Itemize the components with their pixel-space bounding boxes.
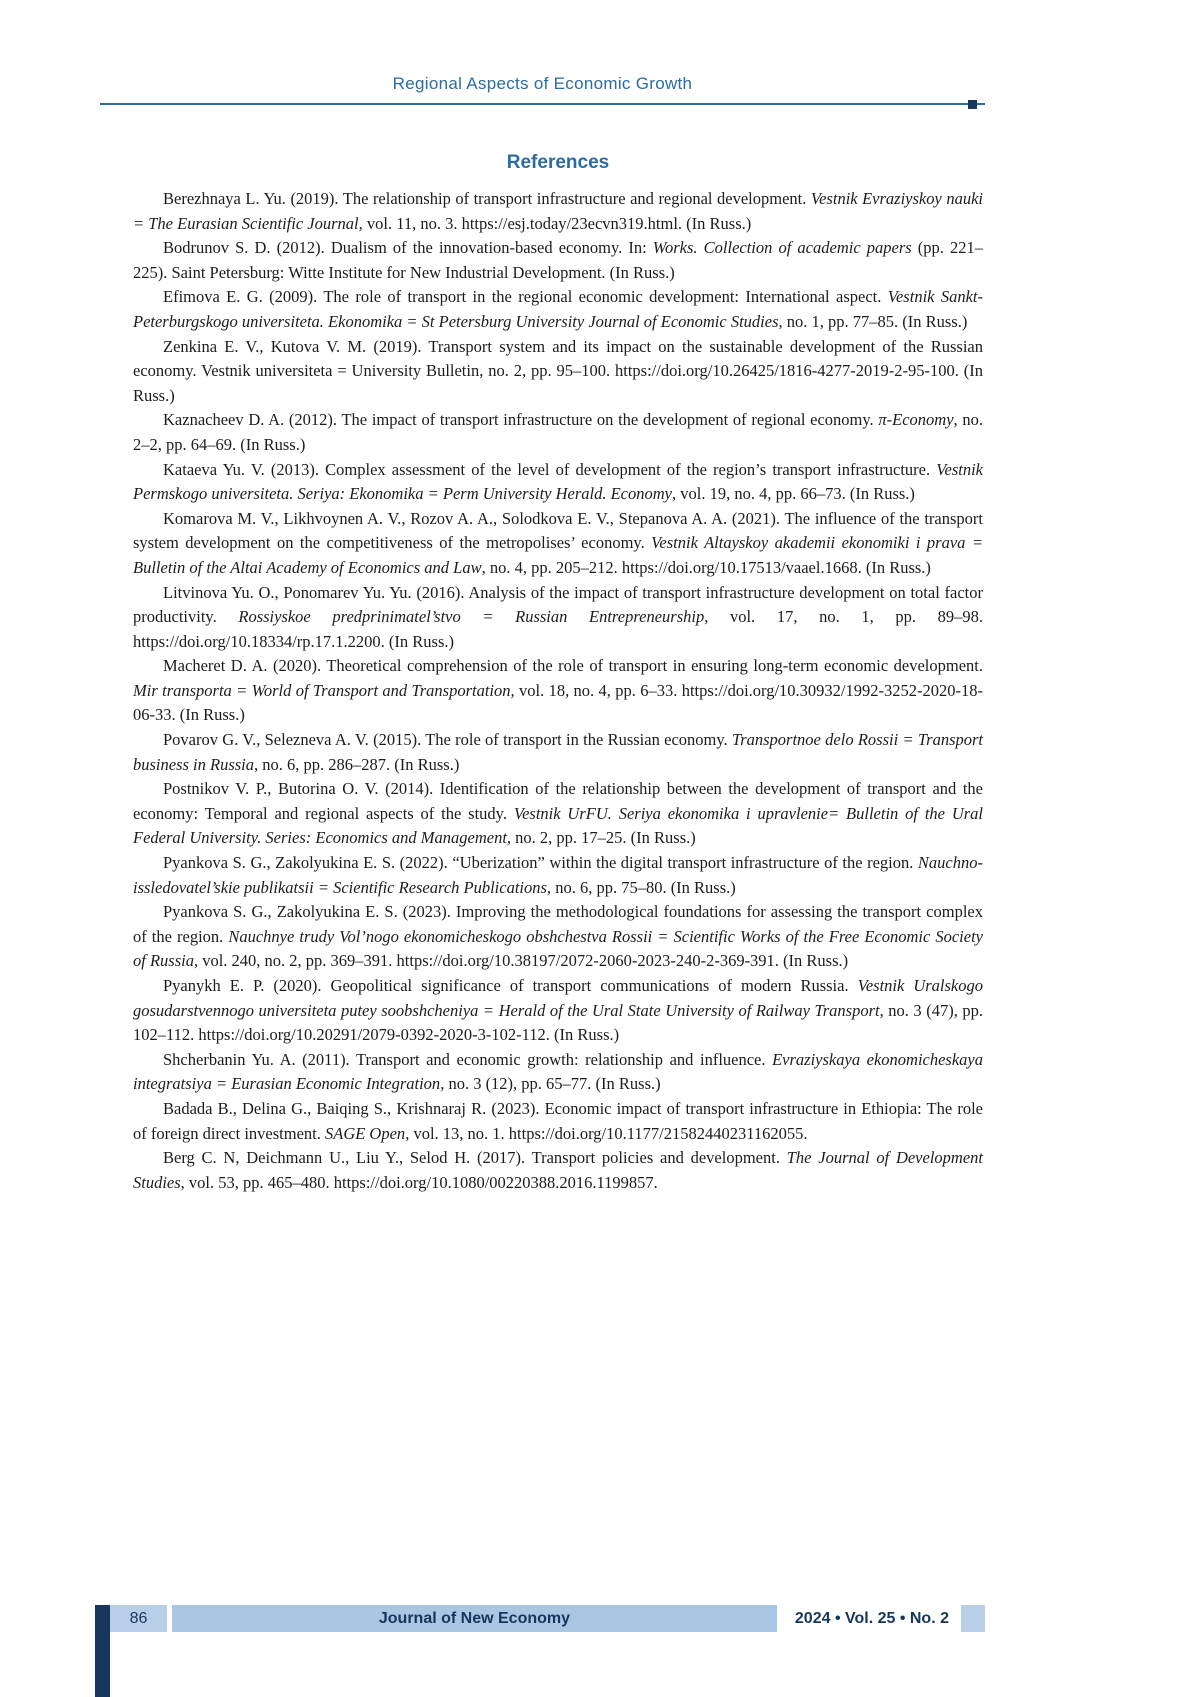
reference-item [133,285,983,334]
reference-text: (pp. 221–225). Saint Petersburg: Witte Institute for New Industrial Development. (In Russ.) [133,238,983,282]
reference-text: Povarov G. V., Selezneva A. V. (2015). The role of transport in the Russian economy. [163,730,732,750]
reference-source-title: Mir transporta = World of Transport and Transportation, [133,680,515,700]
reference-text: Kataeva Yu. V. (2013). Complex assessment of the level of development of the region’s transport infrastructure. [163,459,937,479]
reference-text: Shcherbanin Yu. A. (2011). Transport and economic growth: relationship and influence. [163,1049,773,1069]
reference-source-title: π-Economy [878,410,954,430]
reference-text: vol. 240, no. 2, pp. 369–391. https://doi.org/10.38197/2072-2060-2023-240-2-369-391. (In Russ.) [198,951,849,971]
references-list [133,187,983,1195]
reference-item [133,458,983,507]
reference-item [133,1048,983,1097]
reference-source-title: Nauchno-issledovatel’skie publikatsii = Scientific Research Publications, [133,853,983,897]
reference-source-title: Transportnoe delo Rossii = Transport business in Russia [133,730,983,774]
reference-text: Bodrunov S. D. (2012). Dualism of the innovation-based economy. In: [163,238,653,258]
reference-text: Kaznacheev D. A. (2012). The impact of transport infrastructure on the development of regional economy. [163,410,879,430]
reference-source-title: Rossiyskoe predprinimatel’stvo = Russian Entrepreneurship, [238,607,709,627]
reference-item [133,187,983,236]
reference-source-title: Works. Collection of academic papers [652,238,912,258]
page-footer [110,1605,985,1632]
reference-source-title: Evraziyskaya ekonomicheskaya integratsiya = Eurasian Economic Integration [133,1049,984,1094]
reference-text: vol. 11, no. 3. https://esj.today/23ecvn319.html. (In Russ.) [362,213,752,233]
reference-text: Komarova M. V., Likhvoynen A. V., Rozov A. A., Solodkova E. V., Stepanova A. A. (2021). The influence of the transport system development on the competitiveness of the metropolises’ economy. [133,508,983,553]
reference-text: , no. 1, pp. 77–85. (In Russ.) [778,311,968,331]
reference-source-title: Vestnik Sankt-Peterburgskogo universiteta. Ekonomika = St Petersburg University Journal of Economic Studies [133,287,983,331]
reference-source-title: The Journal of Development Studies [133,1148,983,1192]
reference-text: Macheret D. A. (2020). Theoretical comprehension of the role of transport in ensuring long-term economic development. [163,656,983,676]
page-number: 86 [110,1605,167,1632]
running-title: Regional Aspects of Economic Growth [392,74,693,93]
journal-name: Journal of New Economy [378,1609,571,1627]
reference-text: , vol. 13, no. 1. https://doi.org/10.1177/21582440231162055. [405,1123,808,1143]
reference-text: vol. 18, no. 4, pp. 6–33. https://doi.org/10.30932/1992-3252-2020-18-06-33. (In Russ.) [133,680,983,725]
reference-item [133,728,983,777]
reference-item [133,236,983,285]
footer-band [172,1605,777,1632]
reference-item [133,974,983,1048]
reference-text: Efimova E. G. (2009). The role of transport in the regional economic development: International aspect. [163,287,888,307]
page-header [100,74,985,105]
issue-info: 2024 • Vol. 25 • No. 2 [777,1605,961,1632]
reference-source-title: Vestnik Altayskoy akademii ekonomiki i prava = Bulletin of the Altai Academy of Economics and Law [133,533,983,577]
reference-source-title: Vestnik Uralskogo gosudarstvennogo universiteta putey soobshcheniya = Herald of the Ural State University of Railway Transport [133,976,983,1020]
reference-item [133,1146,983,1195]
reference-item [133,507,983,581]
reference-text: Berezhnaya L. Yu. (2019). The relationship of transport infrastructure and regional development. [163,189,811,208]
page-content [133,152,983,1195]
reference-text: Litvinova Yu. O., Ponomarev Yu. Yu. (2016). Analysis of the impact of transport infrastructure development on total factor productivity. [133,582,983,627]
reference-text: Berg C. N, Deichmann U., Liu Y., Selod H. (2017). Transport policies and development. [163,1148,787,1168]
reference-source-title: Nauchnye trudy Vol’nogo ekonomicheskogo obshchestva Rossii = Scientific Works of the Free Economic Society of Russia, [133,926,983,971]
reference-text: no. 2, pp. 17–25. (In Russ.) [511,828,696,848]
reference-item [133,654,983,728]
bottom-left-bar [95,1605,110,1697]
reference-item [133,851,983,900]
header-rule [100,103,985,105]
reference-source-title: Vestnik UrFU. Seriya ekonomika i upravlenie= Bulletin of the Ural Federal University. Series: Economics and Management, [133,803,984,848]
reference-text: Pyankova S. G., Zakolyukina E. S. (2023). Improving the methodological foundations for assessing the transport complex of the region. [133,902,983,946]
reference-text: Badada B., Delina G., Baiqing S., Krishnaraj R. (2023). Economic impact of transport infrastructure in Ethiopia: The role of foreign direct investment. [133,1098,983,1143]
reference-text: no. 6, pp. 75–80. (In Russ.) [551,877,736,897]
reference-text: , no. 4, pp. 205–212. https://doi.org/10.17513/vaael.1668. (In Russ.) [481,557,931,577]
reference-source-title: Vestnik Permskogo universiteta. Seriya: Ekonomika = Perm University Herald. Economy [133,459,983,504]
reference-text: , no. 3 (12), pp. 65–77. (In Russ.) [440,1074,661,1094]
reference-item [133,335,983,409]
reference-item [133,408,983,457]
reference-text: Zenkina E. V., Kutova V. M. (2019). Transport system and its impact on the sustainable development of the Russian economy. Vestnik universiteta = University Bulletin, no. 2, pp. 95–100. https://doi.org/10.26425/1816-4277-2019-2-95-100. (In Russ.) [133,336,983,405]
reference-item [133,581,983,655]
reference-text: Postnikov V. P., Butorina O. V. (2014). Identification of the relationship between the development of transport and the economy: Temporal and regional aspects of the study. [133,779,983,823]
reference-source-title: Vestnik Evraziyskoy nauki = The Eurasian Scientific Journal, [133,189,983,233]
reference-text: , no. 2–2, pp. 64–69. (In Russ.) [133,410,983,454]
reference-text: , no. 6, pp. 286–287. (In Russ.) [254,754,460,774]
header-corner-square [968,100,977,109]
reference-text: , vol. 19, no. 4, pp. 66–73. (In Russ.) [672,484,915,504]
reference-text: vol. 17, no. 1, pp. 89–98. https://doi.org/10.18334/rp.17.1.2200. (In Russ.) [133,607,983,651]
footer-corner-square [961,1605,985,1632]
reference-item [133,1097,983,1146]
reference-item [133,777,983,851]
reference-text: Pyankova S. G., Zakolyukina E. S. (2022). “Uberization” within the digital transport infrastructure of the region. [163,853,918,873]
reference-text: Pyanykh E. P. (2020). Geopolitical significance of transport communications of modern Russia. [163,976,858,995]
reference-text: , no. 3 (47), pp. 102–112. https://doi.org/10.20291/2079-0392-2020-3-102-112. (In Russ.) [133,1000,983,1045]
reference-item [133,900,983,974]
references-title: References [506,152,610,173]
reference-source-title: SAGE Open [324,1123,406,1143]
reference-text: , vol. 53, pp. 465–480. https://doi.org/10.1080/00220388.2016.1199857. [180,1172,658,1192]
